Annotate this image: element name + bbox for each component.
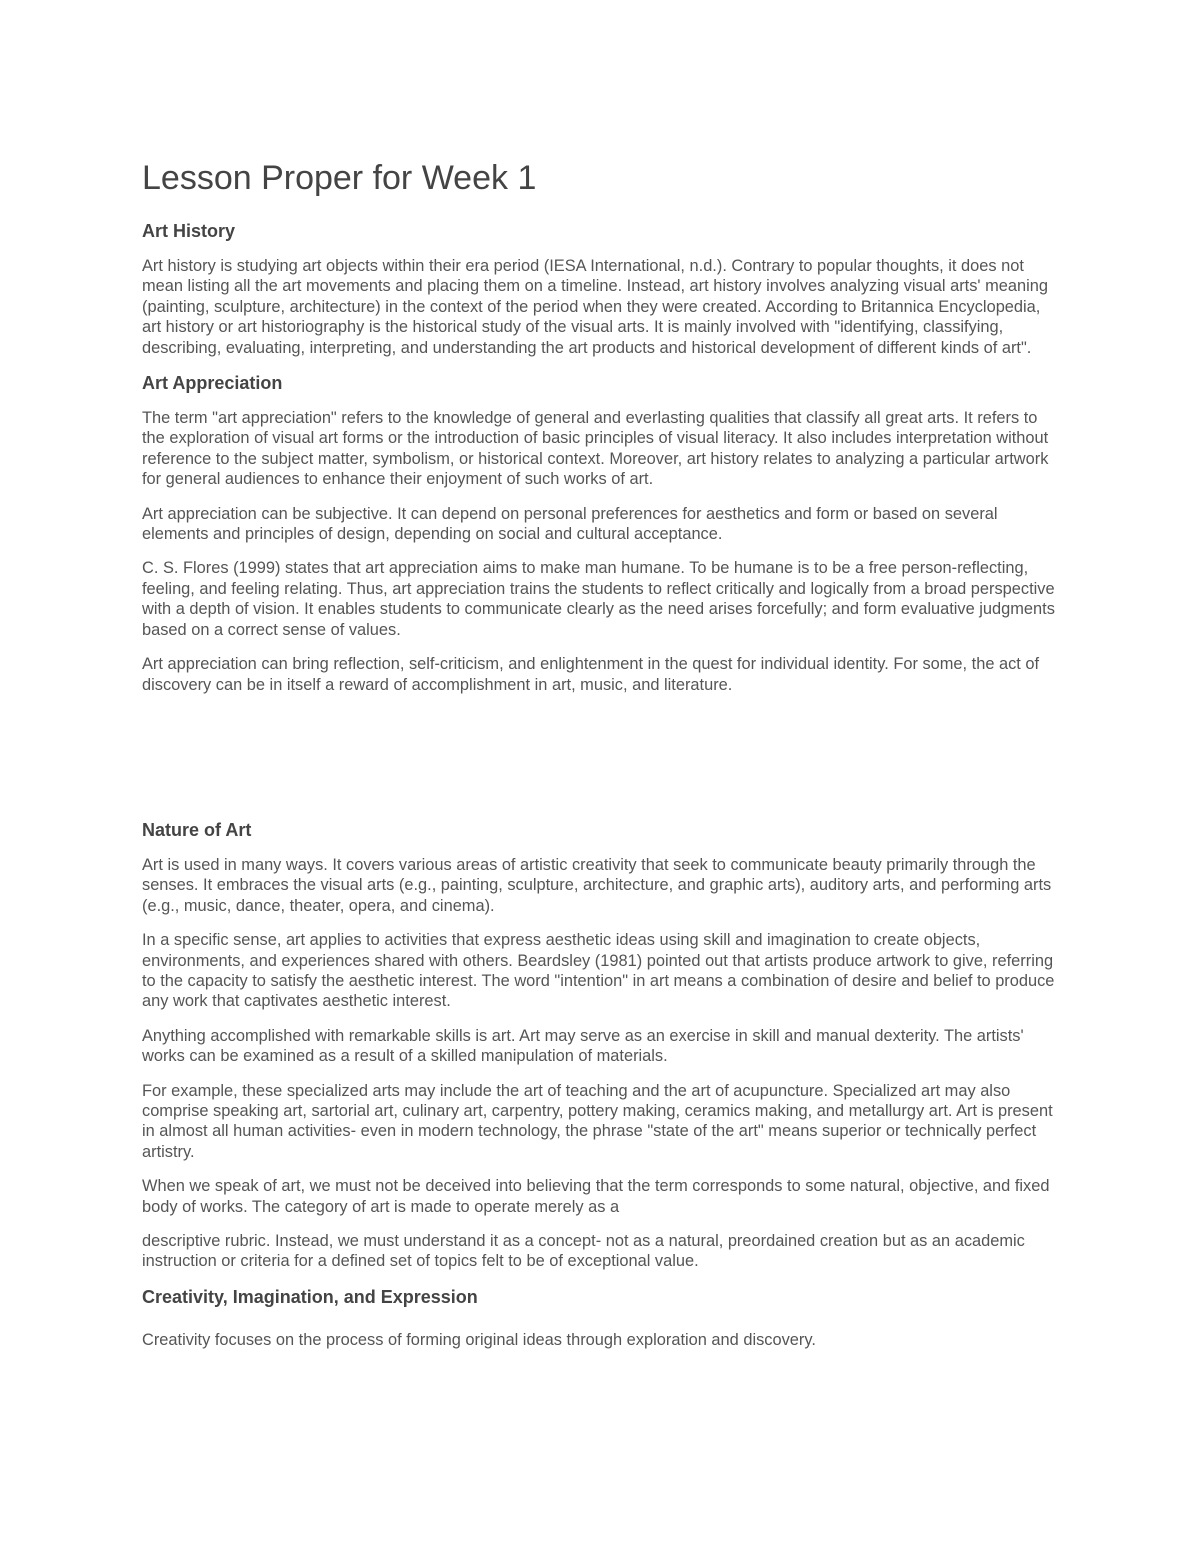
section-heading-art-history: Art History xyxy=(142,221,236,241)
paragraph-nature-of-art-2: In a specific sense, art applies to activities that express aesthetic ideas using skill and imagination to create objects, environments, and experiences shared with others. Beardsley (1981) pointed out that artists produce artwork to give, referring to the capacity to satisfy the aesthetic interest. The word "intention" in art means a combination of desire and belief to produce any work that captivates aesthetic interest. xyxy=(142,931,1055,1011)
paragraph-creativity-1: Creativity focuses on the process of forming original ideas through exploration and discovery. xyxy=(142,1330,816,1349)
paragraph-nature-of-art-5: When we speak of art, we must not be deceived into believing that the term corresponds to some natural, objective, and fixed body of works. The category of art is made to operate merely as a xyxy=(142,1177,1050,1216)
paragraph-art-history-1: Art history is studying art objects within their era period (IESA International, n.d.). Contrary to popular thoughts, it does not mean listing all the art movements and placing them on a timeline. Instead, art history involves analyzing visual arts' meaning (painting, sculpture, architecture) in the context of the period when they were created. According to Britannica Encyclopedia, art history or art historiography is the historical study of the visual arts. It is mainly involved with "identifying, classifying, describing, evaluating, interpreting, and understanding the art products and historical development of different kinds of art". xyxy=(142,257,1048,357)
section-heading-nature-of-art: Nature of Art xyxy=(142,819,252,840)
section-heading-art-appreciation: Art Appreciation xyxy=(142,373,283,394)
paragraph-nature-of-art-3: Anything accomplished with remarkable skills is art. Art may serve as an exercise in skill and manual dexterity. The artists' works can be examined as a result of a skilled manipulation of materials. xyxy=(142,1026,1024,1066)
document-body xyxy=(142,158,1062,1364)
paragraph-art-appreciation-1: The term "art appreciation" refers to the knowledge of general and everlasting qualities that classify all great arts. It refers to the exploration of visual art forms or the introduction of basic principles of visual literacy. It also includes interpretation without reference to the subject matter, symbolism, or historical context. Moreover, art history relates to analyzing a particular artwork for general audiences to enhance their enjoyment of such works of art. xyxy=(142,409,1049,489)
paragraph-art-appreciation-2: Art appreciation can be subjective. It can depend on personal preferences for aesthetics and form or based on several elements and principles of design, depending on social and cultural acceptance. xyxy=(142,504,998,544)
paragraph-nature-of-art-4: For example, these specialized arts may include the art of teaching and the art of acupuncture. Specialized art may also comprise speaking art, sartorial art, culinary art, carpentry, pottery making, ceramics making, and metallurgy art. Art is present in almost all human activities- even in modern technology, the phrase "state of the art" means superior or technically perfect artistry. xyxy=(142,1081,1053,1161)
page-title: Lesson Proper for Week 1 xyxy=(142,159,537,197)
paragraph-art-appreciation-3: C. S. Flores (1999) states that art appreciation aims to make man humane. To be humane is to be a free person-reflecting, feeling, and feeling relating. Thus, art appreciation trains the students to reflect critically and logically from a broad perspective with a depth of vision. It enables students to communicate clearly as the need arises forcefully; and form evaluative judgments based on a correct sense of values. xyxy=(142,559,1055,639)
paragraph-art-appreciation-4: Art appreciation can bring reflection, self-criticism, and enlightenment in the quest for individual identity. For some, the act of discovery can be in itself a reward of accomplishment in art, music, and literature. xyxy=(142,655,1040,694)
blank-space xyxy=(142,709,1062,819)
section-heading-creativity: Creativity, Imagination, and Expression xyxy=(142,1286,478,1307)
paragraph-nature-of-art-6: descriptive rubric. Instead, we must understand it as a concept- not as a natural, preordained creation but as an academic instruction or criteria for a defined set of topics felt to be of exceptional value. xyxy=(142,1232,1025,1271)
paragraph-nature-of-art-1: Art is used in many ways. It covers various areas of artistic creativity that seek to communicate beauty primarily through the senses. It embraces the visual arts (e.g., painting, sculpture, architecture, and graphic arts), auditory arts, and performing arts (e.g., music, dance, theater, opera, and cinema). xyxy=(142,855,1052,915)
